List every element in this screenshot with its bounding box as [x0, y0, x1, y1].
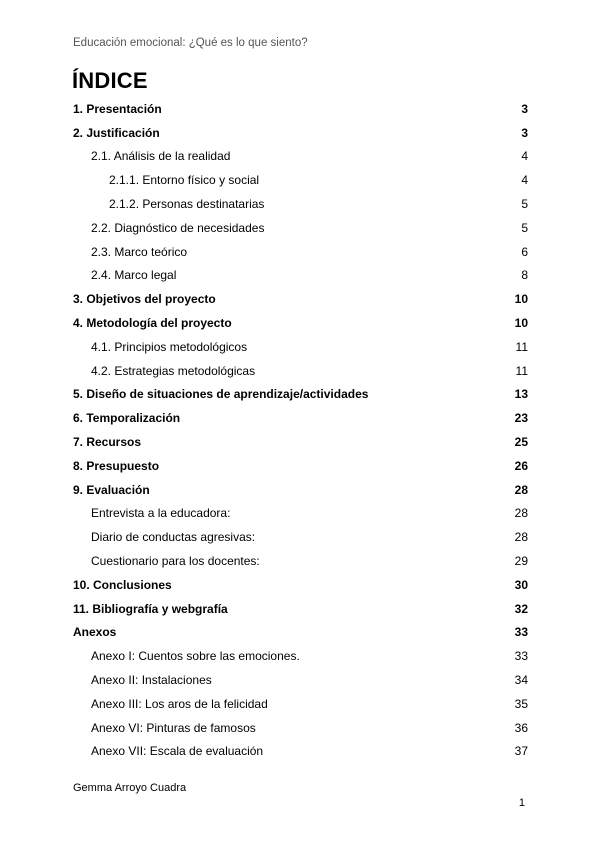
toc-entry-page: 37: [514, 744, 528, 759]
toc-entry[interactable]: [73, 549, 528, 573]
toc-entry-page: 10: [514, 292, 528, 307]
toc-entry[interactable]: [73, 192, 528, 216]
toc-entry-page: 34: [514, 673, 528, 688]
toc-entry-label: Anexo VII: Escala de evaluación: [91, 744, 264, 759]
toc-entry[interactable]: [73, 716, 528, 740]
running-header: Educación emocional: ¿Qué es lo que siento?: [73, 37, 308, 49]
toc-entry-page: 11: [515, 339, 528, 354]
toc-entry-label: Anexo VI: Pinturas de famosos: [91, 720, 256, 735]
toc-entry[interactable]: [73, 168, 528, 192]
toc-entry-label: 6. Temporalización: [73, 411, 181, 426]
toc-entry-page: 23: [514, 411, 528, 426]
toc-entry-label: 2.2. Diagnóstico de necesidades: [91, 220, 265, 235]
toc-entry[interactable]: [73, 502, 528, 526]
toc-entry-page: 29: [514, 554, 528, 569]
toc-entry-label: 2.1. Análisis de la realidad: [91, 149, 231, 164]
toc-entry-page: 6: [521, 244, 528, 259]
toc-entry-page: 11: [515, 363, 528, 378]
toc-entry[interactable]: [73, 454, 528, 478]
toc-entry[interactable]: [73, 668, 528, 692]
toc-entry-page: 5: [521, 197, 528, 212]
toc-entry[interactable]: [73, 597, 528, 621]
toc-entry-page: 28: [514, 506, 528, 521]
toc-entry-page: 35: [514, 696, 528, 711]
toc-entry-label: Anexo III: Los aros de la felicidad: [91, 696, 268, 711]
toc-entry-label: 11. Bibliografía y webgrafía: [73, 601, 228, 616]
toc-entry[interactable]: [73, 430, 528, 454]
toc-entry-label: 2.1.1. Entorno físico y social: [109, 173, 260, 188]
toc-entry-label: 4. Metodología del proyecto: [73, 316, 232, 331]
toc-entry[interactable]: [73, 692, 528, 716]
toc-entry-page: 26: [514, 458, 528, 473]
toc-entry-page: 4: [521, 173, 528, 188]
toc-entry-page: 13: [514, 387, 528, 402]
toc-entry-label: 2.4. Marco legal: [91, 268, 177, 283]
toc-entry-page: 4: [521, 149, 528, 164]
toc-entry-page: 25: [514, 435, 528, 450]
toc-entry-page: 28: [514, 482, 528, 497]
toc-entry-label: 4.1. Principios metodológicos: [91, 339, 248, 354]
toc-entry-label: 10. Conclusiones: [73, 577, 172, 592]
toc-entry-label: Anexos: [73, 625, 117, 640]
toc-entry[interactable]: [73, 264, 528, 288]
toc-entry-page: 28: [514, 530, 528, 545]
toc-entry[interactable]: [73, 216, 528, 240]
toc-entry-page: 33: [514, 625, 528, 640]
toc-entry-label: 2. Justificación: [73, 125, 160, 140]
toc-entry[interactable]: [73, 383, 528, 407]
toc-entry[interactable]: [73, 335, 528, 359]
toc-entry-label: Anexo II: Instalaciones: [91, 673, 212, 688]
toc-entry-label: 4.2. Estrategias metodológicas: [91, 363, 256, 378]
table-of-contents: [73, 97, 528, 763]
toc-entry-page: 8: [521, 268, 528, 283]
toc-entry-page: 32: [514, 601, 528, 616]
toc-entry[interactable]: [73, 621, 528, 645]
toc-entry-page: 5: [521, 220, 528, 235]
toc-entry[interactable]: [73, 145, 528, 169]
toc-entry[interactable]: [73, 644, 528, 668]
toc-entry-page: 30: [514, 577, 528, 592]
toc-entry[interactable]: [73, 406, 528, 430]
toc-entry-label: Anexo I: Cuentos sobre las emociones.: [91, 649, 300, 664]
toc-entry-label: 2.1.2. Personas destinatarias: [109, 197, 265, 212]
page-number: 1: [518, 797, 525, 809]
toc-entry-label: 7. Recursos: [73, 435, 142, 450]
toc-entry-label: Cuestionario para los docentes:: [91, 554, 260, 569]
toc-entry[interactable]: [73, 311, 528, 335]
toc-entry-page: 33: [514, 649, 528, 664]
toc-entry[interactable]: [73, 240, 528, 264]
toc-entry-label: 2.3. Marco teórico: [91, 244, 188, 259]
toc-entry[interactable]: [73, 121, 528, 145]
toc-entry-page: 3: [521, 101, 528, 116]
toc-entry-page: 3: [521, 125, 528, 140]
toc-entry[interactable]: [73, 97, 528, 121]
toc-entry[interactable]: [73, 525, 528, 549]
toc-entry[interactable]: [73, 740, 528, 764]
toc-entry[interactable]: [73, 287, 528, 311]
toc-entry-page: 36: [514, 720, 528, 735]
toc-entry-page: 10: [514, 316, 528, 331]
toc-entry-label: Entrevista a la educadora:: [91, 506, 231, 521]
toc-entry[interactable]: [73, 573, 528, 597]
toc-entry[interactable]: [73, 478, 528, 502]
toc-entry-label: 1. Presentación: [73, 101, 162, 116]
toc-entry-label: 9. Evaluación: [73, 482, 150, 497]
toc-title: ÍNDICE: [72, 68, 148, 93]
toc-entry[interactable]: [73, 359, 528, 383]
toc-entry-label: Diario de conductas agresivas:: [91, 530, 256, 545]
toc-entry-label: 3. Objetivos del proyecto: [73, 292, 216, 307]
toc-entry-label: 5. Diseño de situaciones de aprendizaje/actividades: [73, 387, 369, 402]
footer-author: Gemma Arroyo Cuadra: [73, 782, 187, 794]
toc-entry-label: 8. Presupuesto: [73, 458, 160, 473]
